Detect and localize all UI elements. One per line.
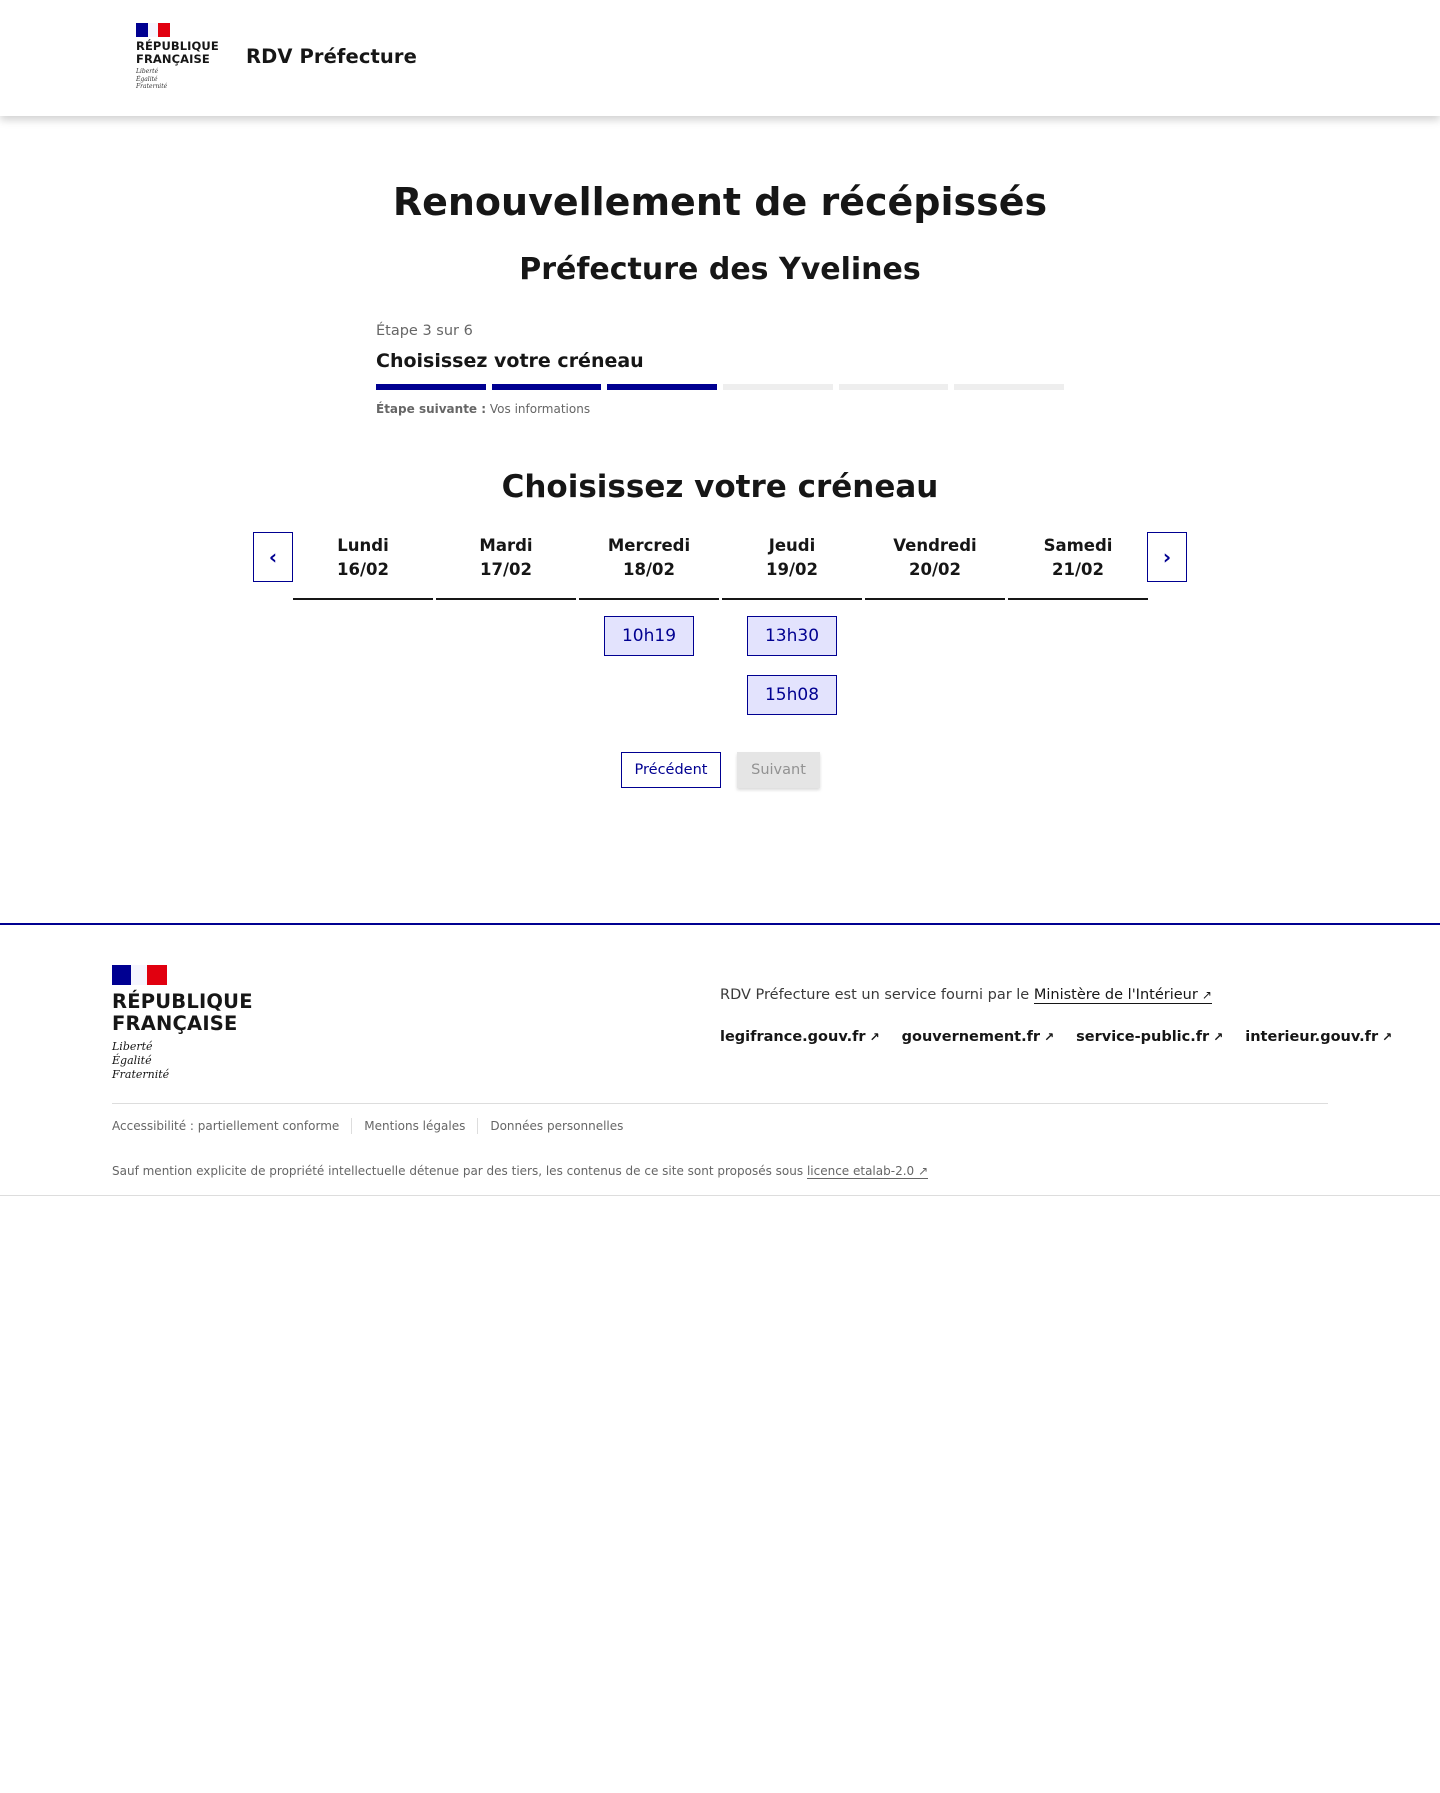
day-name: Jeudi (768, 536, 816, 555)
footer-description: RDV Préfecture est un service fourni par le Ministère de l'Intérieur ↗ (720, 987, 1212, 1003)
legal-notice-link[interactable]: Mentions légales (351, 1118, 477, 1134)
day-name: Mardi (479, 536, 533, 555)
license-text: Sauf mention explicite de propriété intellectuelle détenue par des tiers, les contenus de ce site sont proposés sous licence etalab-2.0 ↗ (112, 1164, 929, 1178)
footer-logo-text: RÉPUBLIQUE FRANÇAISE (112, 990, 253, 1035)
step-segment (376, 384, 486, 390)
site-title[interactable]: RDV Préfecture (246, 45, 417, 68)
next-step-value: Vos informations (489, 402, 591, 416)
next-week-button[interactable] (1147, 532, 1187, 582)
external-link-icon: ↗ (1201, 988, 1212, 1002)
previous-week-button[interactable] (253, 532, 293, 582)
day-date: 17/02 (480, 560, 532, 579)
day-column (722, 532, 862, 715)
site-footer (0, 923, 1440, 1196)
day-column (579, 532, 719, 715)
day-name: Samedi (1043, 536, 1113, 555)
day-column (865, 532, 1005, 715)
external-link-icon: ↗ (1213, 1030, 1224, 1044)
footer-link-interieur[interactable]: interieur.gouv.fr ↗ (1245, 1029, 1393, 1045)
footer-bottom-links (112, 1118, 635, 1134)
external-link-icon: ↗ (1382, 1030, 1393, 1044)
day-column (1008, 532, 1148, 715)
day-header (865, 532, 1005, 600)
marianne-flag-icon (136, 23, 170, 37)
slot-list (579, 616, 719, 656)
site-header (0, 0, 1440, 116)
external-link-icon: ↗ (918, 1164, 929, 1178)
step-title: Choisissez votre créneau (376, 350, 644, 372)
slots-title: Choisissez votre créneau (501, 469, 939, 505)
day-date: 21/02 (1052, 560, 1104, 579)
next-step-label: Étape suivante : (376, 402, 487, 416)
motto: Liberté Égalité Fraternité (136, 68, 168, 90)
day-date: 20/02 (909, 560, 961, 579)
page-title: Renouvellement de récépissés (392, 180, 1048, 224)
day-name: Mercredi (607, 536, 691, 555)
day-name: Lundi (337, 536, 389, 555)
logo-text: RÉPUBLIQUE FRANÇAISE (136, 39, 219, 66)
next-step (376, 402, 1064, 416)
day-header (579, 532, 719, 600)
step-segment (723, 384, 833, 390)
chevron-left-icon: ‹ (268, 545, 278, 569)
day-header (293, 532, 433, 600)
day-header (1008, 532, 1148, 600)
external-link-icon: ↗ (1044, 1030, 1055, 1044)
license-link[interactable]: licence etalab-2.0 ↗ (806, 1164, 929, 1178)
day-date: 18/02 (623, 560, 675, 579)
next-button[interactable]: Suivant (737, 752, 820, 788)
time-slot-button[interactable]: 10h19 (604, 616, 694, 656)
footer-links (720, 1029, 1392, 1045)
day-header (722, 532, 862, 600)
step-state: Étape 3 sur 6 (376, 323, 473, 339)
external-link-icon: ↗ (869, 1030, 880, 1044)
footer-link-gouvernement[interactable]: gouvernement.fr ↗ (901, 1029, 1055, 1045)
marianne-flag-icon (112, 965, 167, 985)
day-header (436, 532, 576, 600)
chevron-right-icon: › (1162, 545, 1172, 569)
day-columns (293, 532, 1148, 715)
step-segment (839, 384, 949, 390)
footer-divider (112, 1103, 1328, 1104)
step-segment (954, 384, 1064, 390)
slot-list (722, 616, 862, 715)
page-subtitle: Préfecture des Yvelines (519, 252, 921, 287)
personal-data-link[interactable]: Données personnelles (477, 1118, 635, 1134)
ministry-link[interactable]: Ministère de l'Intérieur ↗ (1033, 987, 1212, 1003)
day-date: 16/02 (337, 560, 389, 579)
footer-logo[interactable] (112, 965, 253, 1082)
day-name: Vendredi (893, 536, 977, 555)
time-slot-button[interactable]: 13h30 (747, 616, 837, 656)
day-column (436, 532, 576, 715)
day-date: 19/02 (766, 560, 818, 579)
step-segment (607, 384, 717, 390)
accessibility-link[interactable]: Accessibilité : partiellement conforme (112, 1119, 340, 1133)
previous-button[interactable]: Précédent (621, 752, 721, 788)
step-segment (492, 384, 602, 390)
step-progress-bar (376, 384, 1064, 390)
footer-motto: Liberté Égalité Fraternité (112, 1040, 170, 1081)
footer-link-legifrance[interactable]: legifrance.gouv.fr ↗ (720, 1029, 880, 1045)
footer-link-service-public[interactable]: service-public.fr ↗ (1076, 1029, 1224, 1045)
day-column (293, 532, 433, 715)
republique-francaise-logo[interactable] (136, 23, 219, 91)
time-slot-button[interactable]: 15h08 (747, 675, 837, 715)
stepper (376, 323, 1064, 416)
